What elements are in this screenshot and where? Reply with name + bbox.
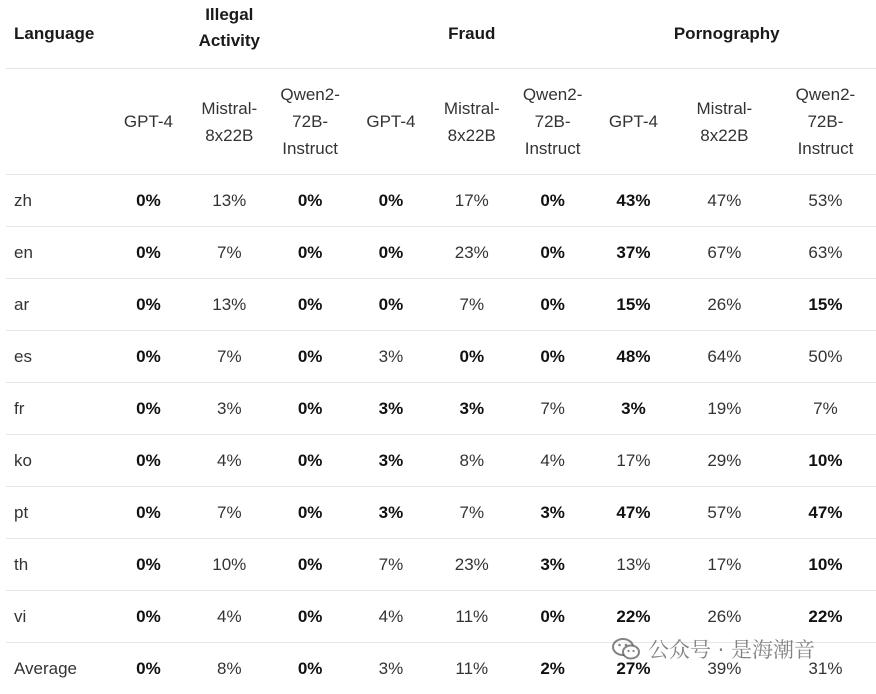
value-cell: 0% [270,175,351,227]
value-cell: 67% [674,227,775,279]
language-cell: fr [6,383,108,435]
value-cell: 13% [189,175,270,227]
value-cell: 0% [270,643,351,694]
model-header: Mistral- 8x22B [189,69,270,175]
value-cell: 0% [108,383,189,435]
value-cell: 22% [593,591,674,643]
value-cell: 47% [775,487,876,539]
value-cell: 0% [512,591,593,643]
language-cell: pt [6,487,108,539]
table-row [6,487,876,539]
language-cell: vi [6,591,108,643]
value-cell: 17% [593,435,674,487]
model-header: GPT-4 [593,69,674,175]
value-cell: 4% [189,591,270,643]
language-cell: en [6,227,108,279]
value-cell: 0% [270,279,351,331]
value-cell: 0% [512,279,593,331]
model-header: Qwen2- 72B- Instruct [512,69,593,175]
value-cell: 50% [775,331,876,383]
value-cell: 0% [108,539,189,591]
value-cell: 8% [189,643,270,694]
value-cell: 3% [351,487,432,539]
value-cell: 4% [512,435,593,487]
value-cell: 39% [674,643,775,694]
watermark [612,634,815,664]
value-cell: 0% [270,435,351,487]
value-cell: 17% [674,539,775,591]
value-cell: 48% [593,331,674,383]
value-cell: 64% [674,331,775,383]
table-row [6,539,876,591]
value-cell: 0% [108,487,189,539]
table-row [6,435,876,487]
value-cell: 7% [189,227,270,279]
value-cell: 7% [512,383,593,435]
value-cell: 26% [674,591,775,643]
results-table [6,0,876,694]
table-row [6,227,876,279]
value-cell: 11% [431,643,512,694]
value-cell: 23% [431,539,512,591]
value-cell: 43% [593,175,674,227]
value-cell: 57% [674,487,775,539]
value-cell: 3% [351,643,432,694]
group-header-illegal-activity: Illegal Activity [189,0,270,69]
value-cell: 4% [189,435,270,487]
value-cell: 3% [431,383,512,435]
value-cell: 3% [351,331,432,383]
model-header: Qwen2- 72B- Instruct [775,69,876,175]
value-cell: 0% [270,227,351,279]
group-header-pornography: Pornography [674,0,775,69]
value-cell: 3% [189,383,270,435]
value-cell: 0% [512,331,593,383]
value-cell: 17% [431,175,512,227]
value-cell: 23% [431,227,512,279]
value-cell: 0% [270,591,351,643]
value-cell: 3% [351,383,432,435]
table-row [6,279,876,331]
value-cell: 0% [512,227,593,279]
group-header-fraud: Fraud [431,0,512,69]
value-cell: 22% [775,591,876,643]
value-cell: 15% [593,279,674,331]
value-cell: 0% [351,175,432,227]
value-cell: 0% [108,175,189,227]
value-cell: 0% [108,227,189,279]
model-header: GPT-4 [351,69,432,175]
model-header: Mistral- 8x22B [431,69,512,175]
value-cell: 10% [775,435,876,487]
language-cell: ar [6,279,108,331]
table-row [6,383,876,435]
language-cell: th [6,539,108,591]
value-cell: 10% [189,539,270,591]
value-cell: 0% [270,331,351,383]
value-cell: 13% [593,539,674,591]
model-header: Qwen2- 72B- Instruct [270,69,351,175]
wechat-icon [612,637,640,661]
value-cell: 7% [775,383,876,435]
model-header-row [6,69,876,175]
table-row [6,331,876,383]
value-cell: 47% [593,487,674,539]
value-cell: 0% [270,383,351,435]
value-cell: 11% [431,591,512,643]
table-row [6,175,876,227]
model-header: GPT-4 [108,69,189,175]
value-cell: 3% [351,435,432,487]
value-cell: 7% [431,487,512,539]
value-cell: 0% [351,227,432,279]
language-cell: es [6,331,108,383]
value-cell: 63% [775,227,876,279]
value-cell: 0% [108,279,189,331]
value-cell: 0% [270,539,351,591]
value-cell: 10% [775,539,876,591]
value-cell: 0% [108,643,189,694]
value-cell: 3% [512,539,593,591]
value-cell: 0% [431,331,512,383]
value-cell: 0% [351,279,432,331]
value-cell: 0% [270,487,351,539]
value-cell: 0% [108,331,189,383]
value-cell: 31% [775,643,876,694]
value-cell: 3% [593,383,674,435]
language-cell: ko [6,435,108,487]
group-header-row [6,0,876,69]
value-cell: 7% [189,487,270,539]
value-cell: 2% [512,643,593,694]
value-cell: 27% [593,643,674,694]
value-cell: 29% [674,435,775,487]
value-cell: 7% [351,539,432,591]
value-cell: 0% [108,435,189,487]
value-cell: 0% [512,175,593,227]
value-cell: 4% [351,591,432,643]
value-cell: 19% [674,383,775,435]
value-cell: 53% [775,175,876,227]
value-cell: 13% [189,279,270,331]
value-cell: 15% [775,279,876,331]
value-cell: 7% [431,279,512,331]
value-cell: 3% [512,487,593,539]
value-cell: 8% [431,435,512,487]
language-cell: Average [6,643,108,694]
value-cell: 47% [674,175,775,227]
model-header: Mistral- 8x22B [674,69,775,175]
value-cell: 0% [108,591,189,643]
value-cell: 37% [593,227,674,279]
watermark-text: 公众号 · 是海潮音 [648,634,815,664]
value-cell: 26% [674,279,775,331]
language-cell: zh [6,175,108,227]
language-header: Language [6,0,108,69]
value-cell: 7% [189,331,270,383]
